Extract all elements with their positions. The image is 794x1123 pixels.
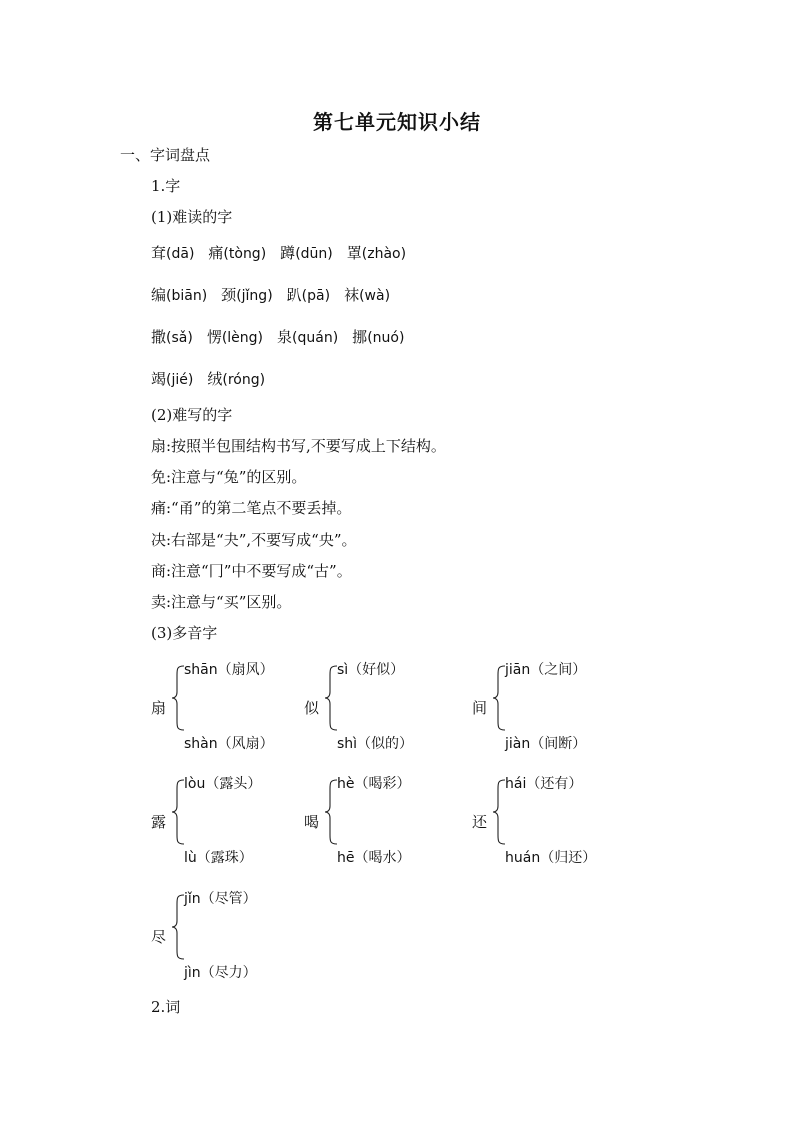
left-brace-icon bbox=[324, 665, 338, 731]
hard-read-pinyin: (nuó) bbox=[367, 330, 405, 346]
polyphone-reading-top: hè（喝彩） bbox=[337, 776, 411, 792]
hard-read-pinyin: (dā) bbox=[166, 246, 195, 262]
polyphone-reading-top: jiān（之间） bbox=[505, 662, 587, 678]
polyphone-char: 间 bbox=[472, 699, 488, 717]
polyphone-char: 扇 bbox=[151, 699, 167, 717]
hard-read-pinyin: (pā) bbox=[301, 288, 331, 304]
hard-read-char: 颈 bbox=[221, 286, 237, 304]
hard-read-pinyin: (jǐng) bbox=[236, 288, 273, 304]
hard-read-word bbox=[287, 284, 330, 305]
polyphone-group bbox=[472, 773, 632, 873]
hard-write-item: 卖:注意与“买”区别。 bbox=[151, 593, 292, 611]
hard-write-item: 免:注意与“兔”的区别。 bbox=[151, 468, 307, 486]
polyphone-reading-top: sì（好似） bbox=[337, 662, 405, 678]
hard-read-word bbox=[207, 326, 263, 347]
polyphone-char: 露 bbox=[151, 813, 167, 831]
left-brace-icon bbox=[324, 779, 338, 845]
hard-read-char: 编 bbox=[151, 286, 167, 304]
hard-write-heading: (2)难写的字 bbox=[151, 406, 233, 424]
hard-read-row bbox=[151, 242, 420, 263]
hard-read-char: 泉 bbox=[277, 328, 293, 346]
polyphone-char: 还 bbox=[472, 813, 488, 831]
hard-read-pinyin: (wà) bbox=[359, 288, 391, 304]
polyphone-group bbox=[472, 659, 632, 759]
subsection-zi: 1.字 bbox=[151, 177, 181, 195]
hard-read-word bbox=[352, 326, 404, 347]
hard-read-pinyin: (biān) bbox=[166, 288, 208, 304]
polyphone-reading-bottom: hē（喝水） bbox=[337, 850, 411, 866]
hard-read-char: 痛 bbox=[208, 244, 224, 262]
hard-read-word bbox=[151, 326, 193, 347]
polyphone-reading-bottom: shàn（风扇） bbox=[184, 736, 274, 752]
hard-read-char: 耷 bbox=[151, 244, 167, 262]
hard-read-word bbox=[280, 242, 333, 263]
polyphone-reading-top: shān（扇风） bbox=[184, 662, 274, 678]
hard-read-char: 挪 bbox=[352, 328, 368, 346]
left-brace-icon bbox=[171, 665, 185, 731]
hard-read-pinyin: (dūn) bbox=[295, 246, 333, 262]
hard-write-item: 痛:“甬”的第二笔点不要丢掉。 bbox=[151, 499, 352, 517]
polyphone-reading-bottom: lù（露珠） bbox=[184, 850, 253, 866]
hard-read-char: 罩 bbox=[346, 244, 362, 262]
polyphone-reading-bottom: shì（似的） bbox=[337, 736, 414, 752]
polyphone-char: 尽 bbox=[151, 928, 167, 946]
left-brace-icon bbox=[492, 779, 506, 845]
hard-write-item: 商:注意“冂”中不要写成“古”。 bbox=[151, 562, 352, 580]
left-brace-icon bbox=[171, 894, 185, 960]
hard-read-heading: (1)难读的字 bbox=[151, 208, 233, 226]
page-title: 第七单元知识小结 bbox=[313, 110, 481, 134]
hard-write-item: 决:右部是“夬”,不要写成“央”。 bbox=[151, 531, 357, 549]
polyphone-group bbox=[304, 659, 464, 759]
polyphone-reading-bottom: jiàn（间断） bbox=[505, 736, 587, 752]
hard-read-pinyin: (quán) bbox=[292, 330, 339, 346]
polyphone-group bbox=[304, 773, 464, 873]
hard-read-char: 撒 bbox=[151, 328, 167, 346]
polyphone-group bbox=[151, 888, 311, 988]
hard-read-row bbox=[151, 368, 279, 389]
hard-write-item: 扇:按照半包围结构书写,不要写成上下结构。 bbox=[151, 437, 446, 455]
hard-read-word bbox=[344, 284, 390, 305]
left-brace-icon bbox=[492, 665, 506, 731]
hard-read-char: 竭 bbox=[151, 370, 167, 388]
polyphone-reading-top: lòu（露头） bbox=[184, 776, 262, 792]
hard-read-pinyin: (tòng) bbox=[223, 246, 267, 262]
hard-read-word bbox=[207, 368, 265, 389]
polyphone-group bbox=[151, 773, 311, 873]
hard-read-char: 绒 bbox=[207, 370, 223, 388]
hard-read-word bbox=[277, 326, 338, 347]
hard-read-pinyin: (róng) bbox=[222, 372, 266, 388]
polyphone-heading: (3)多音字 bbox=[151, 624, 218, 642]
left-brace-icon bbox=[171, 779, 185, 845]
polyphone-char: 喝 bbox=[304, 813, 320, 831]
section-heading: 一、字词盘点 bbox=[120, 146, 211, 164]
hard-read-row bbox=[151, 326, 418, 347]
hard-read-word bbox=[347, 242, 406, 263]
polyphone-reading-top: jǐn（尽管） bbox=[184, 891, 257, 907]
hard-read-word bbox=[151, 368, 193, 389]
hard-read-word bbox=[221, 284, 272, 305]
subsection-ci: 2.词 bbox=[151, 998, 181, 1016]
hard-read-word bbox=[151, 284, 207, 305]
hard-read-pinyin: (sǎ) bbox=[166, 330, 193, 346]
hard-read-char: 愣 bbox=[206, 328, 222, 346]
hard-read-pinyin: (zhào) bbox=[361, 246, 407, 262]
hard-read-word bbox=[208, 242, 266, 263]
hard-read-char: 袜 bbox=[344, 286, 360, 304]
hard-read-pinyin: (lèng) bbox=[221, 330, 264, 346]
hard-read-word bbox=[151, 242, 194, 263]
hard-read-row bbox=[151, 284, 404, 305]
polyphone-group bbox=[151, 659, 311, 759]
polyphone-reading-top: hái（还有） bbox=[505, 776, 583, 792]
polyphone-reading-bottom: jìn（尽力） bbox=[184, 965, 257, 981]
hard-read-char: 趴 bbox=[286, 286, 302, 304]
polyphone-reading-bottom: huán（归还） bbox=[505, 850, 597, 866]
hard-read-pinyin: (jié) bbox=[166, 372, 194, 388]
hard-read-char: 蹲 bbox=[280, 244, 296, 262]
polyphone-char: 似 bbox=[304, 699, 320, 717]
